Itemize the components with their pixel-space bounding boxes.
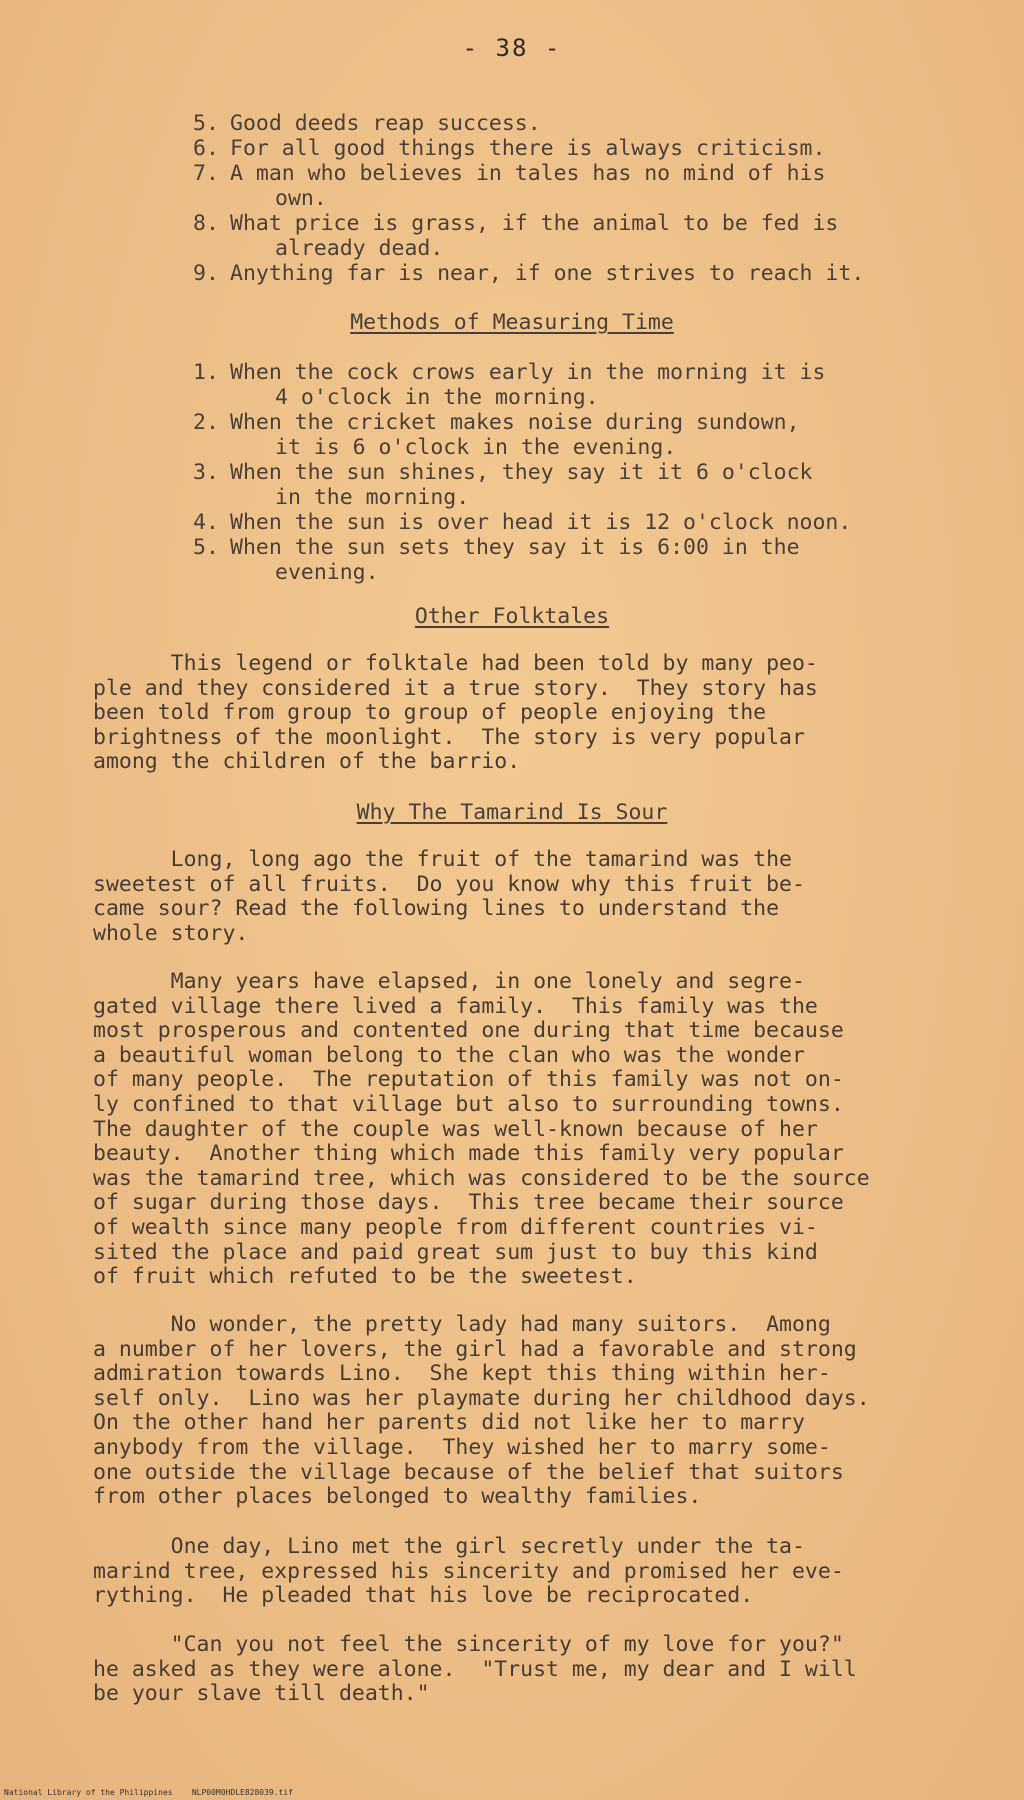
- list-item: 2. When the cricket makes noise during sundown, it is 6 o'clock in the evening.: [193, 410, 800, 460]
- list-item: 9. Anything far is near, if one strives to reach it.: [193, 261, 865, 286]
- story-title: Why The Tamarind Is Sour: [356, 800, 668, 825]
- proverbs-list: [193, 111, 864, 286]
- folktales-paragraph: This legend or folktale had been told by many peo- ple and they considered it a true story. They story has been told from group to group of people enjoying the brightness of the moonlight. The story is very popular among the children of the barrio.: [93, 651, 818, 775]
- measuring-time-list: [193, 360, 851, 585]
- list-item: 4. When the sun is over head it is 12 o'clock noon.: [193, 510, 852, 535]
- list-item: 5. Good deeds reap success.: [193, 111, 541, 136]
- story-paragraph: One day, Lino met the girl secretly under the ta- marind tree, expressed his sincerity and promised her eve- rything. He pleaded that his love be reciprocated.: [93, 1534, 844, 1609]
- list-item: 8. What price is grass, if the animal to be fed is already dead.: [193, 211, 839, 261]
- story-paragraph: Long, long ago the fruit of the tamarind was the sweetest of all fruits. Do you know why this fruit be- came sour? Read the following lines to understand the whole story.: [93, 847, 805, 946]
- story-paragraph: No wonder, the pretty lady had many suitors. Among a number of her lovers, the girl had a favorable and strong admiration towards Lino. She kept this thing within her- self only. Lino was her playmate during her childhood days. On the other hand her parents did not like her to marry anybody from the village. They wished her to marry some- one outside the village because of the belief that suitors from other places belonged to wealthy families.: [93, 1312, 870, 1510]
- list-item: 7. A man who believes in tales has no mind of his own.: [193, 161, 826, 211]
- page-number: - 38 -: [462, 34, 562, 62]
- measuring-time-heading: Methods of Measuring Time: [350, 310, 674, 335]
- list-item: 1. When the cock crows early in the morning it is 4 o'clock in the morning.: [193, 360, 826, 410]
- list-item: 5. When the sun sets they say it is 6:00 in the evening.: [193, 535, 800, 585]
- story-paragraph: "Can you not feel the sincerity of my love for you?" he asked as they were alone. "Trust me, my dear and I will be your slave till death.": [93, 1632, 857, 1707]
- list-item: 6. For all good things there is always criticism.: [193, 136, 826, 161]
- scan-footer: National Library of the Philippines NLP00M0HDLE828039.tif: [4, 1788, 293, 1797]
- list-item: 3. When the sun shines, they say it it 6 o'clock in the morning.: [193, 460, 813, 510]
- story-paragraph: Many years have elapsed, in one lonely and segre- gated village there lived a family. This family was the most prosperous and contented one during that time because a beautiful woman belong to the clan who was the wonder of many people. The reputation of this family was not on- ly confined to that village but also to surrounding towns. The daughter of the couple was well-known because of her beauty. Another thing which made this family very popular was the tamarind tree, which was considered to be the source of sugar during those days. This tree became their source of wealth since many people from different countries vi- sited the place and paid great sum just to buy this kind of fruit which refuted to be the sweetest.: [93, 969, 870, 1290]
- other-folktales-heading: Other Folktales: [414, 604, 610, 629]
